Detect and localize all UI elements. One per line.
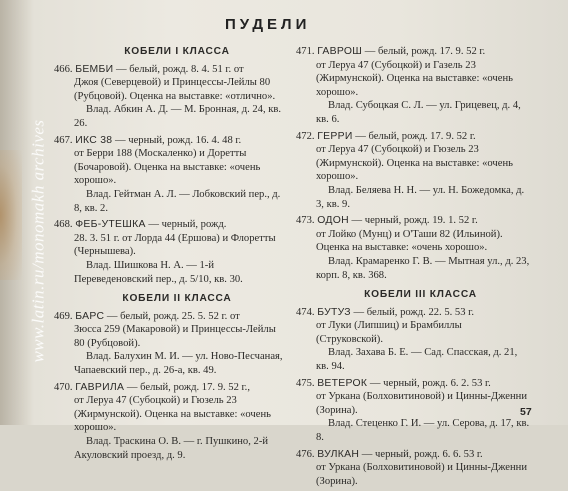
entry-number: 468. — [54, 219, 73, 231]
dog-name: БУТУЗ — [317, 306, 351, 318]
paper-stain — [0, 150, 22, 280]
dog-name: ИКС 38 — [75, 134, 113, 146]
entry-info: — белый, рожд. 22. 5. 53 г. — [350, 306, 474, 318]
dog-entry — [54, 63, 286, 131]
dog-entry — [54, 134, 286, 216]
right-column — [296, 45, 531, 491]
entry-head — [54, 381, 286, 395]
watermark-text: www.latin.ru/monomakh archives — [29, 119, 49, 363]
dog-name: ВУЛКАН — [317, 448, 360, 460]
entry-info: — черный, рожд. 6. 2. 53 г. — [367, 377, 491, 389]
entry-head — [296, 448, 531, 462]
entry-number: 467. — [54, 134, 73, 146]
entry-owner: Влад. Субоцкая С. Л. — ул. Грицевец, д. 4, кв. 6. — [316, 100, 521, 125]
entry-head — [54, 218, 286, 232]
entry-owner: Влад. Абкин А. Д. — М. Бронная, д. 24, кв. 26. — [74, 104, 282, 129]
entry-owner: Влад. Стеценко Г. И. — ул. Серова, д. 17, кв. 8. — [316, 418, 530, 444]
entry-owner: Влад. Крамаренко Г. В. — Мытная ул., д. 23, корп. 8, кв. 368. — [316, 255, 530, 281]
entry-owner: Влад. Шишкова Н. А. — 1-й Переведеновский пер., д. 5/10, кв. 30. — [74, 259, 243, 285]
entry-pedigree: от Леруа 47 (Субоцкой) и Гюзель 23 (Жирмунской). Оценка на выставке: «очень хорошо». — [74, 395, 271, 434]
section-heading: КОБЕЛИ II КЛАССА — [122, 293, 232, 305]
entry-head — [54, 310, 286, 324]
entry-info: — черный, рожд. 19. 1. 52 г. — [348, 215, 478, 227]
entry-info: — белый, рожд. 8. 4. 51 г. от — [113, 63, 244, 75]
entry-owner: Влад. Траскина О. В. — г. Пушкино, 2-й Акуловский проезд, д. 9. — [74, 436, 269, 461]
entry-pedigree: от Уркана (Болховитиновой) и Цинны-Дженни (Зорина). — [316, 391, 527, 416]
dog-name: ГАВРОШ — [317, 46, 363, 57]
entry-info: — черный, рожд. — [145, 219, 227, 231]
section-heading: КОБЕЛИ III КЛАССА — [364, 289, 477, 301]
dog-name: ФЕБ-УТЕШКА — [75, 219, 146, 231]
page-number: 57 — [520, 406, 532, 418]
dog-entry — [296, 448, 531, 489]
entry-info: — белый, рожд. 17. 9. 52 г. — [362, 46, 486, 57]
dog-name: ГЕРРИ — [317, 130, 353, 142]
entry-head — [296, 306, 531, 320]
entry-head — [296, 377, 531, 391]
entry-number: 472. — [296, 130, 315, 142]
left-column — [54, 45, 286, 465]
dog-entry — [54, 310, 286, 378]
entry-number: 473. — [296, 215, 315, 227]
entry-head — [54, 134, 286, 148]
entry-number: 469. — [54, 310, 73, 322]
entry-number: 474. — [296, 306, 315, 318]
dog-name: ОДОН — [317, 215, 349, 227]
page-title: ПУДЕЛИ — [225, 16, 311, 33]
dog-entry — [296, 214, 531, 282]
entry-info: — черный, рожд. 16. 4. 48 г. — [112, 134, 242, 146]
dog-entry — [296, 130, 531, 212]
entry-info: — белый, рожд. 25. 5. 52 г. от — [104, 310, 240, 322]
entry-pedigree: Джоя (Северцевой) и Принцессы-Лейлы 80 (Рубцовой). Оценка на выставке: «отлично». — [74, 77, 276, 102]
entry-pedigree: от Леруа 47 (Субоцкой) и Гюзель 23 (Жирмунской). Оценка на выставке: «очень хорошо». — [316, 144, 513, 183]
entry-pedigree: от Леруа 47 (Субоцкой) и Газель 23 (Жирмунской). Оценка на выставке: «очень хорошо». — [316, 59, 513, 98]
dog-name: БЕМБИ — [75, 63, 114, 75]
entry-pedigree: от Берри 188 (Москаленко) и Доретты (Бочаровой). Оценка на выставке: «очень хорошо». — [74, 148, 261, 187]
entry-number: 466. — [54, 63, 73, 75]
entry-head — [54, 63, 286, 77]
entry-owner: Влад. Балухин М. И. — ул. Ново-Песчаная, Чапаевский пер., д. 26-а, кв. 49. — [74, 351, 283, 377]
entry-owner: Влад. Захава Б. Е. — Сад. Спасская, д. 21, кв. 94. — [316, 347, 518, 373]
entry-number: 476. — [296, 448, 315, 460]
dog-entry — [54, 218, 286, 286]
entry-number: 471. — [296, 46, 315, 57]
dog-entry — [54, 381, 286, 463]
dog-entry — [296, 306, 531, 374]
dog-entry — [296, 377, 531, 445]
entry-head — [296, 214, 531, 228]
entry-pedigree: от Уркана (Болховитиновой) и Цинны-Дженни (Зорина). — [316, 462, 527, 487]
dog-name: БАРС — [75, 310, 105, 322]
dog-name: ГАВРИЛА — [75, 381, 125, 393]
entry-pedigree: от Лойко (Мунц) и О'Таши 82 (Ильиной). Оценка на выставке: «очень хорошо». — [316, 228, 503, 254]
entry-info: — белый, рожд. 17. 9. 52 г. — [352, 130, 476, 142]
entry-number: 475. — [296, 377, 315, 389]
entry-owner: Влад. Беляева Н. Н. — ул. Н. Божедомка, д. 3, кв. 9. — [316, 184, 525, 210]
entry-pedigree: от Луки (Липшиц) и Брамбиллы (Струковской). — [316, 320, 462, 345]
entry-info: — черный, рожд. 6. 6. 53 г. — [359, 448, 483, 460]
dog-name: ВЕТЕРОК — [317, 377, 368, 389]
entry-owner: Влад. Гейтман А. Л. — Лобковский пер., д. 8, кв. 2. — [74, 188, 281, 214]
entry-pedigree: Зюсса 259 (Макаровой) и Принцессы-Лейлы 80 (Рубцовой). — [74, 324, 276, 349]
entry-head — [296, 45, 531, 59]
watermark — [26, 66, 52, 416]
section-heading: КОБЕЛИ I КЛАССА — [124, 46, 230, 57]
entry-pedigree: 28. 3. 51 г. от Лорда 44 (Ершова) и Флоретты (Чернышева). — [74, 232, 276, 258]
dog-entry — [296, 45, 531, 127]
entry-head — [296, 130, 531, 144]
entry-number: 470. — [54, 381, 73, 393]
entry-info: — белый, рожд. 17. 9. 52 г., — [124, 381, 250, 393]
